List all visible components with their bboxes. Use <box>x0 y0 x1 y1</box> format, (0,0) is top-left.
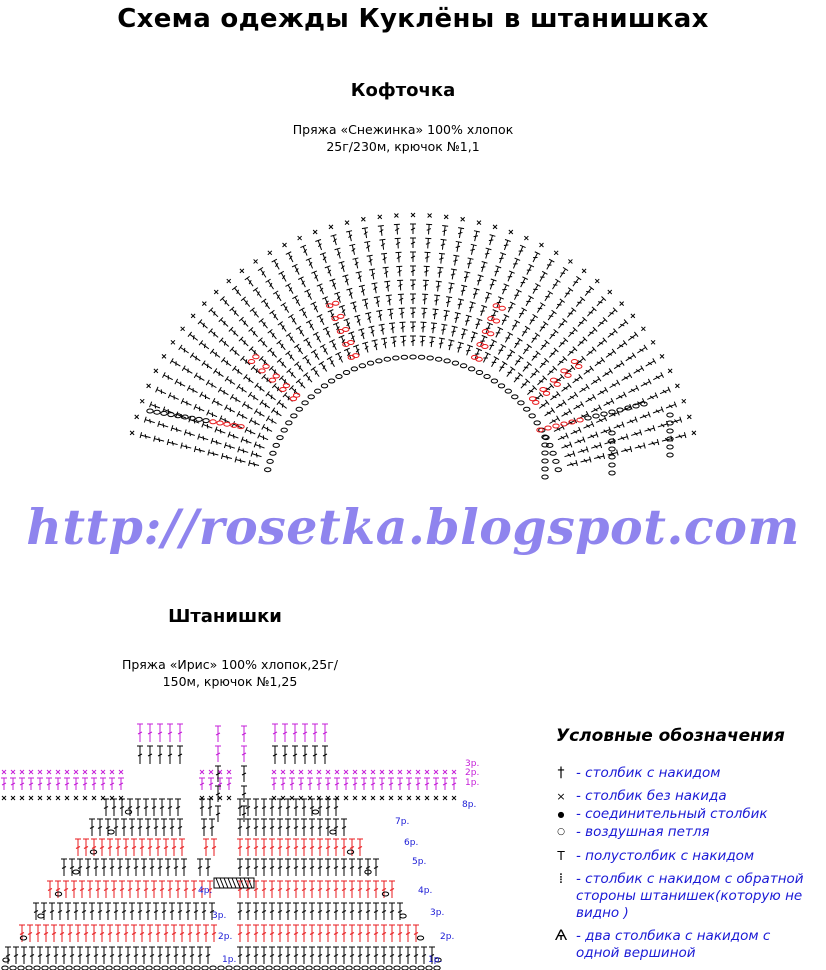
site-url-watermark[interactable]: http://rosetka.blogspot.com <box>26 498 800 556</box>
row-label-top-3: 3р. <box>465 759 480 769</box>
legend-item-slip-stitch <box>546 806 816 823</box>
jacket-crochet-diagram <box>0 175 826 485</box>
row-label-5: 5р. <box>412 857 427 867</box>
slip-stitch-icon: ● <box>557 810 565 819</box>
two-dc-together-icon: Ѧ <box>554 928 568 944</box>
legend-item-two-dc-together <box>546 928 816 962</box>
legend-text: - столбик без накида <box>576 788 727 804</box>
legend-text: - полустолбик с накидом <box>576 848 755 864</box>
pants-yarn <box>60 656 400 690</box>
jacket-yarn <box>240 121 566 155</box>
row-label-top-1: 1р. <box>465 778 480 788</box>
legend-item-single-crochet <box>546 788 816 805</box>
jacket-yarn-line1: Пряжа «Снежинка» 100% хлопок <box>292 122 514 137</box>
legend-item-half-double-crochet <box>546 848 816 865</box>
half-double-crochet-icon: T <box>557 849 565 863</box>
row-label-right-4: 4р. <box>418 886 433 896</box>
row-label-top-2: 2р. <box>465 768 480 778</box>
row-label-right-2: 2р. <box>440 932 455 942</box>
row-label-right-3: 3р. <box>430 908 445 918</box>
legend-item-chain-loop <box>546 824 816 841</box>
row-label-1: 1р. <box>222 955 237 965</box>
row-label-6: 6р. <box>404 838 419 848</box>
legend-item-double-crochet <box>546 765 816 782</box>
pants-yarn-line1: Пряжа «Ирис» 100% хлопок,25г/ <box>121 657 339 672</box>
legend-text: - два столбика с накидом с одной вершиной <box>576 928 771 961</box>
legend-title: Условные обозначения <box>556 726 785 746</box>
jacket-yarn-line2: 25г/230м, крючок №1,1 <box>326 139 480 154</box>
pants-crochet-diagram <box>0 712 540 970</box>
chain-loop-icon: ○ <box>557 827 565 837</box>
legend-item-back-double-crochet <box>546 871 816 922</box>
row-label-right-1: 1р. <box>428 955 443 965</box>
legend-text: - столбик с накидом с обратной стороны штанишек(которую не видно ) <box>576 871 804 921</box>
legend-text: - соединительный столбик <box>576 806 768 822</box>
jacket-stitch-rows <box>130 213 696 479</box>
pants-title: Штанишки <box>168 606 282 627</box>
row-label-2: 2р. <box>218 932 233 942</box>
row-label-8: 8р. <box>462 800 477 810</box>
legend-text: - воздушная петля <box>576 824 710 840</box>
jacket-title: Кофточка <box>350 80 456 101</box>
single-crochet-icon: × <box>556 790 566 803</box>
back-double-crochet-icon: ⁞ <box>558 871 564 887</box>
legend-text: - столбик с накидом <box>576 765 721 781</box>
double-crochet-icon: † <box>557 765 565 781</box>
row-label-3: 3р. <box>212 911 227 921</box>
pants-yarn-line2: 150м, крючок №1,25 <box>162 674 298 689</box>
row-label-4: 4р. <box>198 886 213 896</box>
row-label-7: 7р. <box>395 817 410 827</box>
page-title: Схема одежды Куклёны в штанишках <box>117 4 709 34</box>
